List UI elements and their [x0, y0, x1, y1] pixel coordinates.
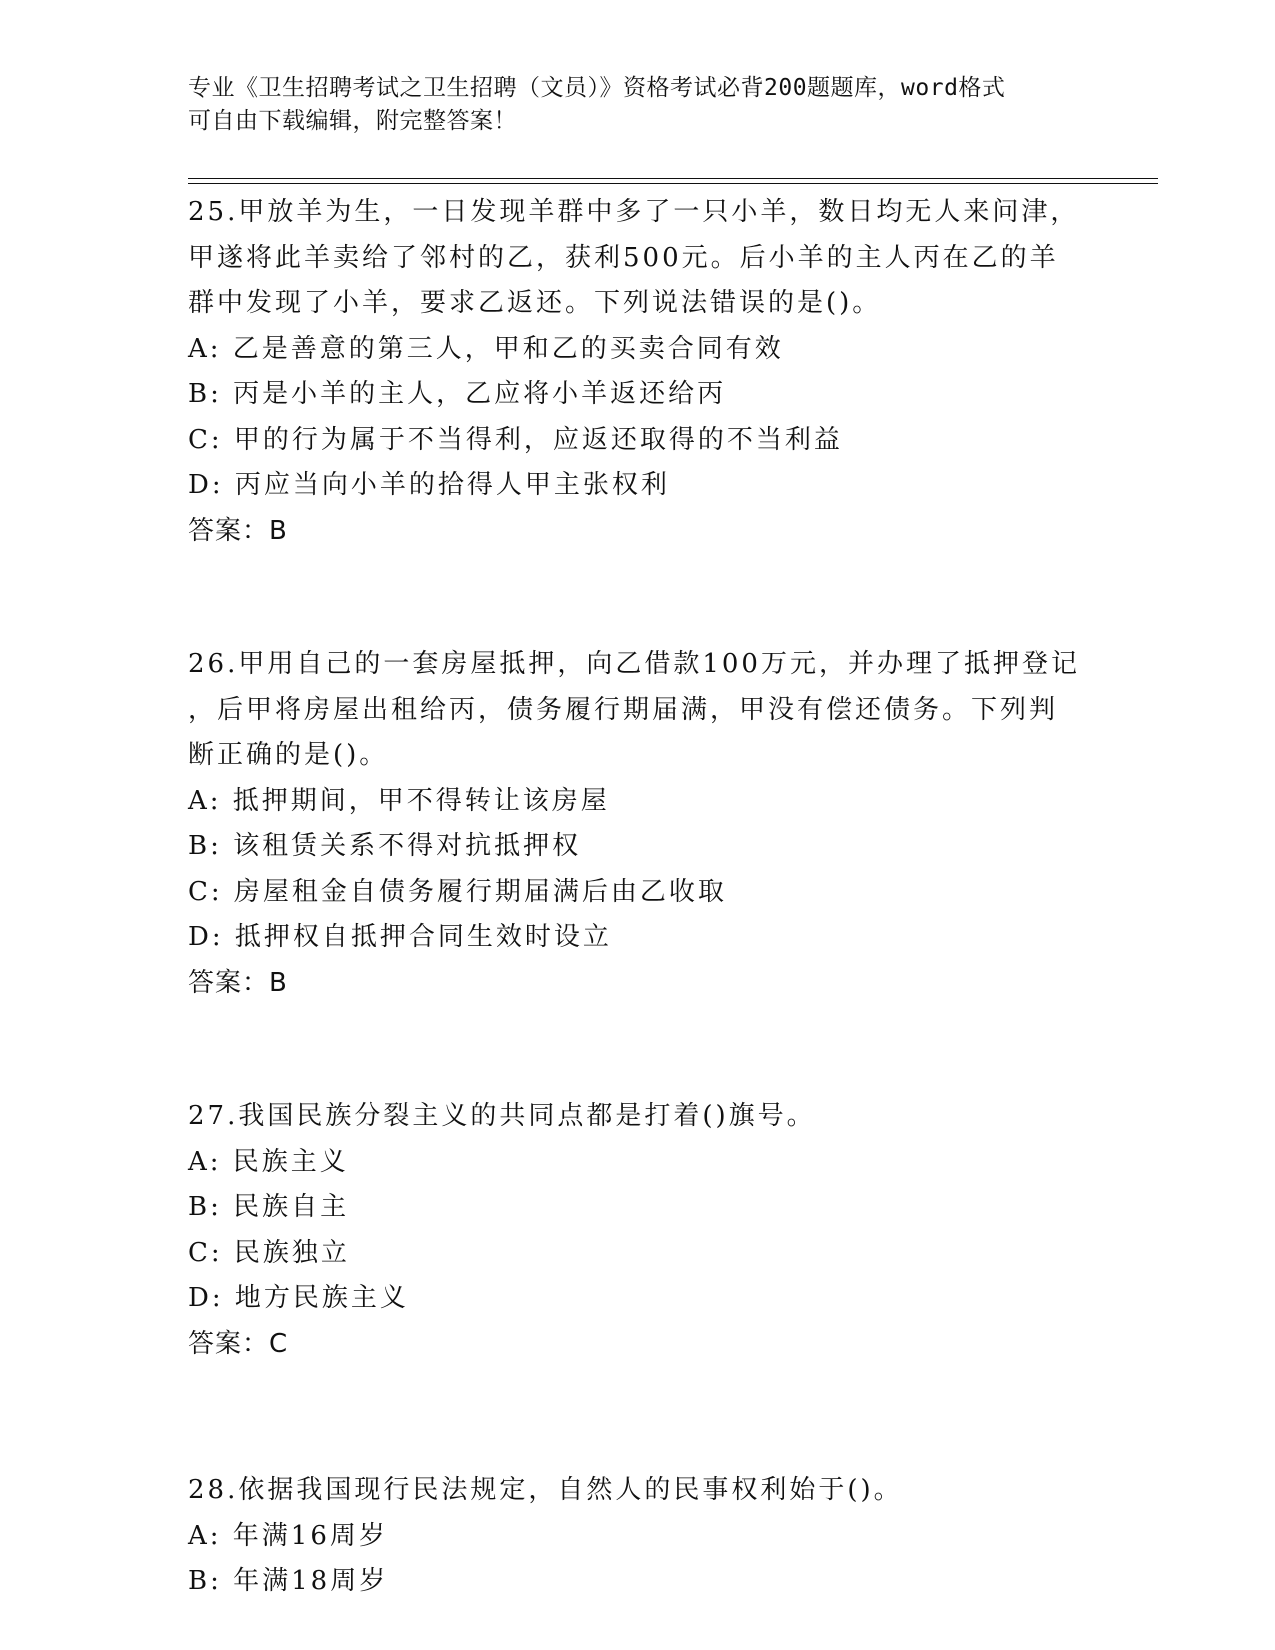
- option-d: D: 抵押权自抵押合同生效时设立: [188, 922, 612, 952]
- question-25: [188, 190, 1088, 554]
- question-text-line: ，后甲将房屋出租给丙，债务履行期届满，甲没有偿还债务。下列判: [188, 694, 1059, 725]
- option-a: A: 抵押期间，甲不得转让该房屋: [188, 785, 610, 816]
- option-a: A: 民族主义: [188, 1146, 349, 1177]
- answer-label: 答案：B: [188, 515, 288, 546]
- question-28: [188, 1468, 1088, 1605]
- option-c: C: 房屋租金自债务履行期届满后由乙收取: [188, 876, 727, 907]
- option-b: B: 丙是小羊的主人，乙应将小羊返还给丙: [188, 379, 727, 409]
- answer-label: 答案：C: [188, 1328, 289, 1359]
- option-d: D: 地方民族主义: [188, 1283, 409, 1313]
- question-27: [188, 1094, 1088, 1367]
- question-text-line: 27.我国民族分裂主义的共同点都是打着()旗号。: [188, 1101, 816, 1131]
- question-text-line: 甲遂将此羊卖给了邻村的乙，获利500元。后小羊的主人丙在乙的羊: [188, 242, 1059, 273]
- option-c: C: 民族独立: [188, 1237, 350, 1268]
- question-26: [188, 642, 1088, 1006]
- answer-label: 答案：B: [188, 967, 288, 998]
- spacer: [188, 1367, 1088, 1468]
- question-list: [188, 190, 1088, 1605]
- option-a: A: 年满16周岁: [188, 1520, 388, 1551]
- option-b: B: 该租赁关系不得对抗抵押权: [188, 831, 582, 861]
- header-line-2: 可自由下载编辑，附完整答案！: [188, 108, 517, 134]
- option-d: D: 丙应当向小羊的拾得人甲主张权利: [188, 470, 670, 500]
- header-divider-top: [188, 178, 1158, 179]
- question-text-line: 断正确的是()。: [188, 740, 389, 770]
- question-text-line: 26.甲用自己的一套房屋抵押，向乙借款100万元，并办理了抵押登记: [188, 649, 1080, 679]
- spacer: [188, 1006, 1088, 1094]
- question-text-line: 群中发现了小羊，要求乙返还。下列说法错误的是()。: [188, 288, 882, 318]
- header-divider-bottom: [188, 183, 1158, 184]
- document-header: [188, 72, 1088, 138]
- spacer: [188, 554, 1088, 642]
- option-b: B: 年满18周岁: [188, 1566, 389, 1596]
- option-a: A: 乙是善意的第三人，甲和乙的买卖合同有效: [188, 333, 784, 364]
- question-text-line: 25.甲放羊为生，一日发现羊群中多了一只小羊，数日均无人来问津，: [188, 197, 1080, 227]
- option-c: C: 甲的行为属于不当得利，应返还取得的不当利益: [188, 424, 843, 455]
- option-b: B: 民族自主: [188, 1192, 350, 1222]
- header-line-1: 专业《卫生招聘考试之卫生招聘（文员）》资格考试必背200题题库，word格式: [188, 75, 1006, 101]
- question-text-line: 28.依据我国现行民法规定，自然人的民事权利始于()。: [188, 1475, 903, 1505]
